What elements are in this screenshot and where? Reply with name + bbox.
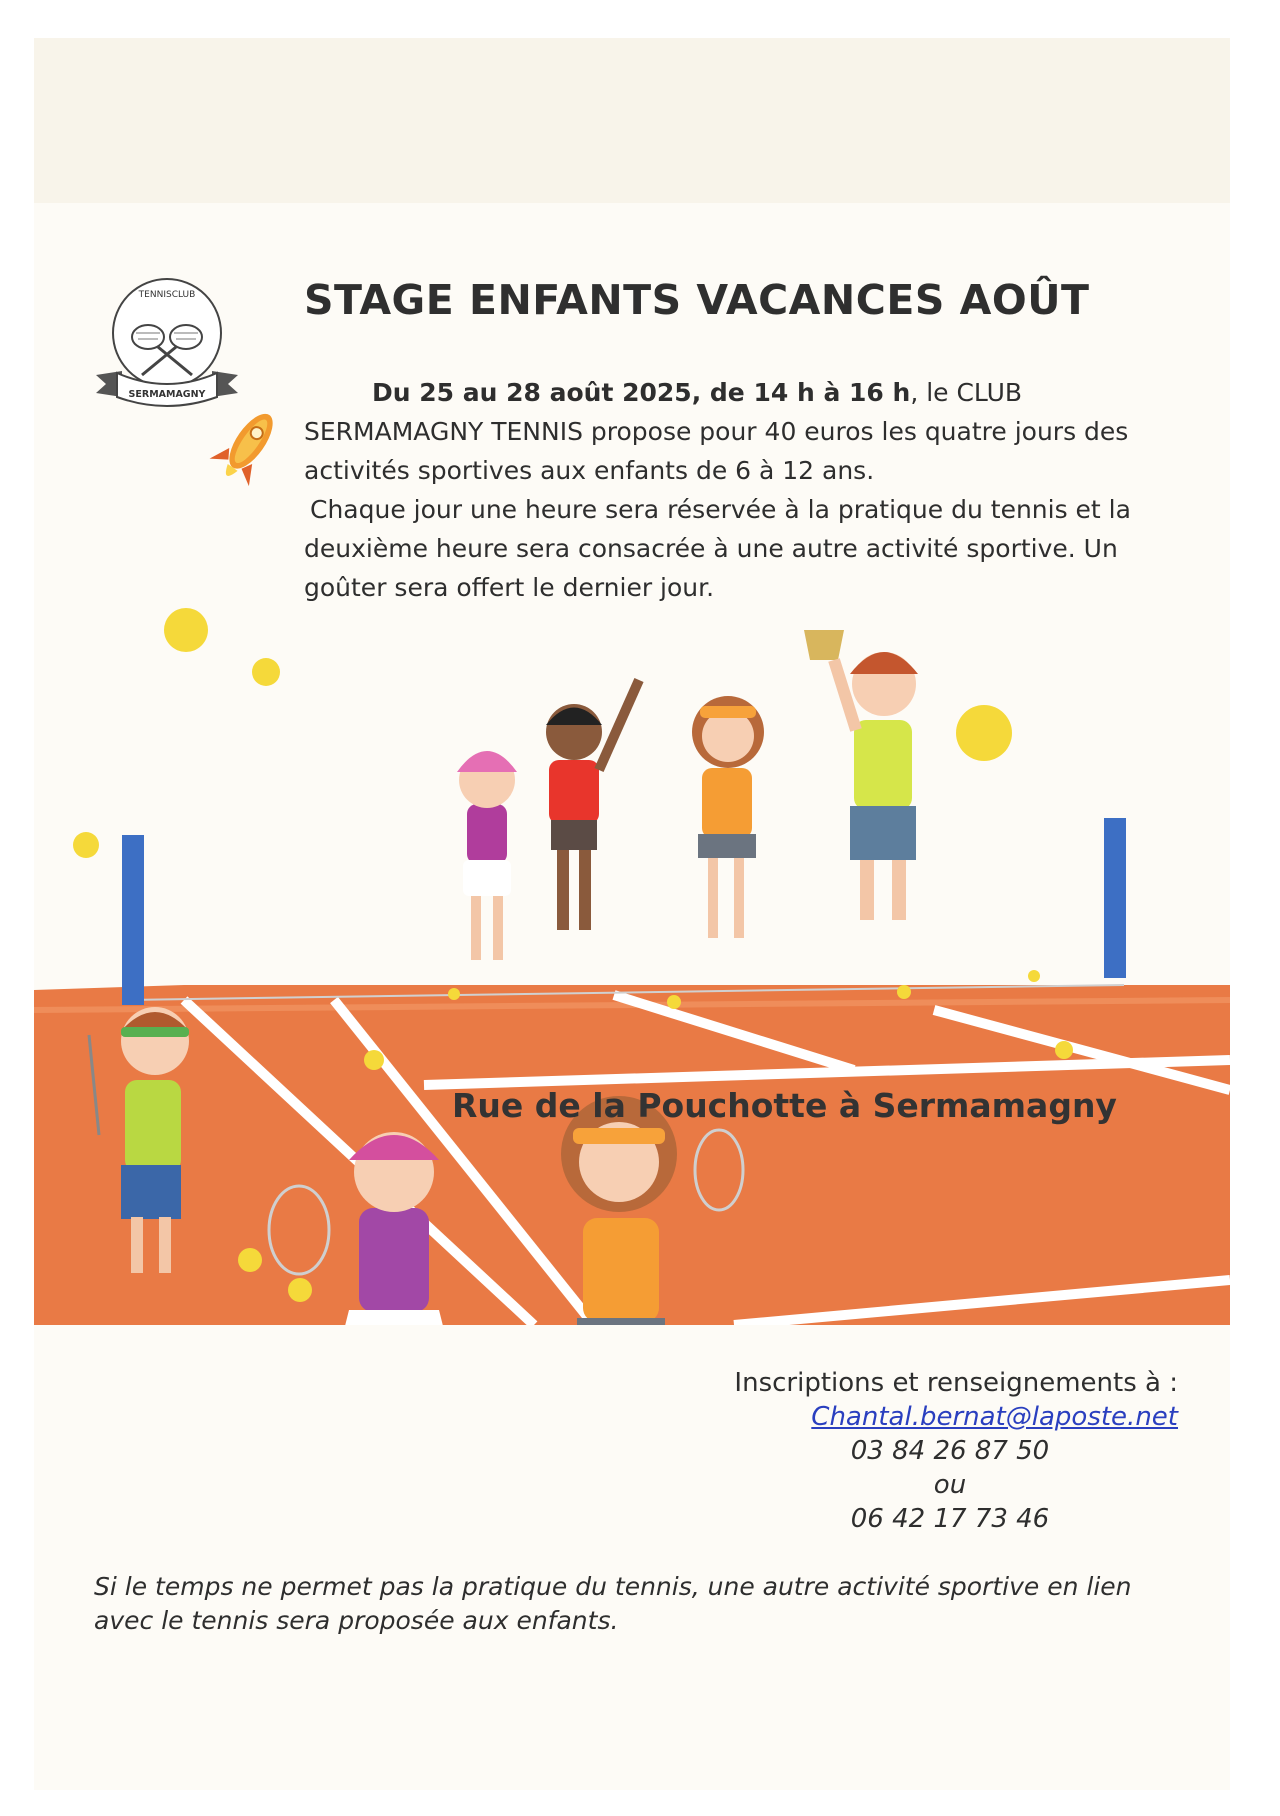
scan-top-band — [34, 38, 1230, 203]
email-link[interactable]: Chantal.bernat@laposte.net — [811, 1402, 1178, 1432]
tennis-ball-icon — [73, 832, 99, 858]
tennis-ball-icon — [956, 705, 1012, 761]
child-trophy — [804, 630, 918, 920]
logo-banner-text: SERMAMAGNY — [128, 389, 206, 400]
tennis-ball-icon — [667, 995, 681, 1009]
intro-text — [304, 373, 1204, 607]
address-text: Rue de la Pouchotte à Sermamagny — [452, 1086, 1117, 1125]
rain-note: Si le temps ne permet pas la pratique du tennis, une autre activité sportive en lien avec le tennis sera proposée aux enfants. — [94, 1572, 1132, 1635]
child-red-shirt — [546, 680, 639, 930]
tennis-court-illustration — [34, 590, 1230, 1325]
trophy-icon — [804, 630, 844, 660]
contact-heading: Inscriptions et renseignements à : — [734, 1368, 1178, 1398]
flyer-title: STAGE ENFANTS VACANCES AOÛT — [304, 276, 1090, 324]
logo-top-text: TENNISCLUB — [138, 290, 196, 300]
dates-times: Du 25 au 28 août 2025, de 14 h à 16 h — [372, 378, 911, 407]
or-separator: ou — [933, 1470, 967, 1500]
tennis-ball-icon — [288, 1278, 312, 1302]
rocket-icon — [205, 400, 290, 495]
phone-number-2: 06 42 17 73 46 — [850, 1504, 1050, 1534]
tennis-ball-icon — [1055, 1041, 1073, 1059]
tennis-net — [122, 818, 1126, 1005]
tennis-ball-icon — [897, 985, 911, 999]
intro-details: , le CLUB SERMAMAGNY TENNIS propose pour 40 euros les quatre jours des activités sportives aux enfants de 6 à 12 ans. — [304, 378, 1129, 485]
tennis-ball-icon — [252, 658, 280, 686]
phone-number-1: 03 84 26 87 50 — [850, 1436, 1050, 1466]
tennis-ball-icon — [1028, 970, 1040, 982]
net-post-right-icon — [1104, 818, 1126, 978]
child-orange-headband — [692, 696, 764, 938]
tennis-ball-icon — [364, 1050, 384, 1070]
intro-paragraph-1 — [304, 373, 1204, 490]
tennis-ball-icon — [238, 1248, 262, 1272]
tennis-ball-icon — [164, 608, 208, 652]
tennis-ball-icon — [448, 988, 460, 1000]
net-post-left-icon — [122, 835, 144, 1005]
club-logo — [92, 275, 242, 420]
child-pink-cap — [457, 751, 517, 960]
contact-block — [660, 1366, 1220, 1536]
intro-paragraph-2: Chaque jour une heure sera réservée à la pratique du tennis et la deuxième heure sera consacrée à une autre activité sportive. Un goûter sera offert le dernier jour. — [304, 495, 1131, 602]
